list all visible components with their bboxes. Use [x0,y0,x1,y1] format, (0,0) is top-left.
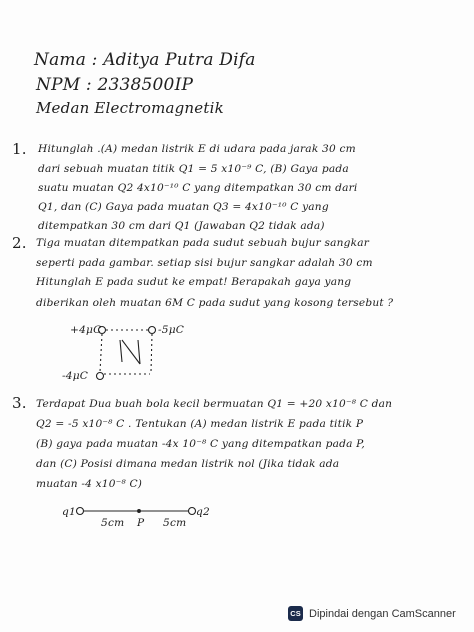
square-charges-diagram [97,327,156,380]
point-p-marker [138,510,141,513]
charge-bottom-left [97,373,104,380]
charge-top-right [149,327,156,334]
student-npm: NPM : 2338500IP [36,75,194,95]
question-2-line: seperti pada gambar. setiap sisi bujur sangkar adalah 30 cm [36,257,373,269]
charge-label-q1: q1 [62,506,76,518]
square-left-edge [100,334,102,372]
camscanner-logo: CS [288,606,303,621]
distance-label-left: 5cm [101,517,125,529]
charge-label-top-right: -5μC [158,324,185,336]
charge-q1 [77,508,84,515]
charge-label-bottom-left: -4μC [62,370,89,382]
camscanner-watermark [288,606,456,621]
question-1-line: suatu muatan Q2 4x10⁻¹⁰ C yang ditempatkan 30 cm dari [38,182,358,194]
question-1-line: ditempatkan 30 cm dari Q1 (Jawaban Q2 tidak ada) [38,220,325,232]
question-2-line: diberikan oleh muatan 6M C pada sudut yang kosong tersebut ? [36,297,394,309]
square-right-edge [151,334,152,372]
camscanner-text: Dipindai dengan CamScanner [309,607,456,620]
student-name: Nama : Aditya Putra Difa [34,50,256,70]
point-label-p: P [137,517,145,529]
question-3-line: Q2 = -5 x10⁻⁸ C . Tentukan (A) medan listrik E pada titik P [36,418,364,430]
course-title: Medan Electromagnetik [36,99,224,117]
question-2-number: 2. [12,234,27,252]
question-3-number: 3. [12,394,27,412]
question-1-number: 1. [12,140,27,158]
charge-q2 [189,508,196,515]
question-2-line: Hitunglah E pada sudut ke empat! Berapakah gaya yang [36,276,352,288]
diagonal-sketch [120,340,140,364]
question-2-line: Tiga muatan ditempatkan pada sudut sebuah bujur sangkar [36,237,370,249]
two-charges-diagram [77,508,196,515]
question-1-line: Q1, dan (C) Gaya pada muatan Q3 = 4x10⁻¹⁰ C yang [38,201,329,213]
question-3-line: (B) gaya pada muatan -4x 10⁻⁸ C yang ditempatkan pada P, [36,438,365,450]
charge-label-q2: q2 [196,506,210,518]
distance-label-right: 5cm [163,517,187,529]
charge-label-top-left: +4μC [70,324,102,336]
question-3-line: muatan -4 x10⁻⁸ C) [36,478,143,490]
question-1-line: Hitunglah .(A) medan listrik E di udara pada jarak 30 cm [38,143,356,155]
question-1-line: dari sebuah muatan titik Q1 = 5 x10⁻⁹ C, (B) Gaya pada [38,163,349,175]
question-3-line: dan (C) Posisi dimana medan listrik nol (Jika tidak ada [36,458,340,470]
question-3-line: Terdapat Dua buah bola kecil bermuatan Q1 = +20 x10⁻⁸ C dan [36,398,393,410]
